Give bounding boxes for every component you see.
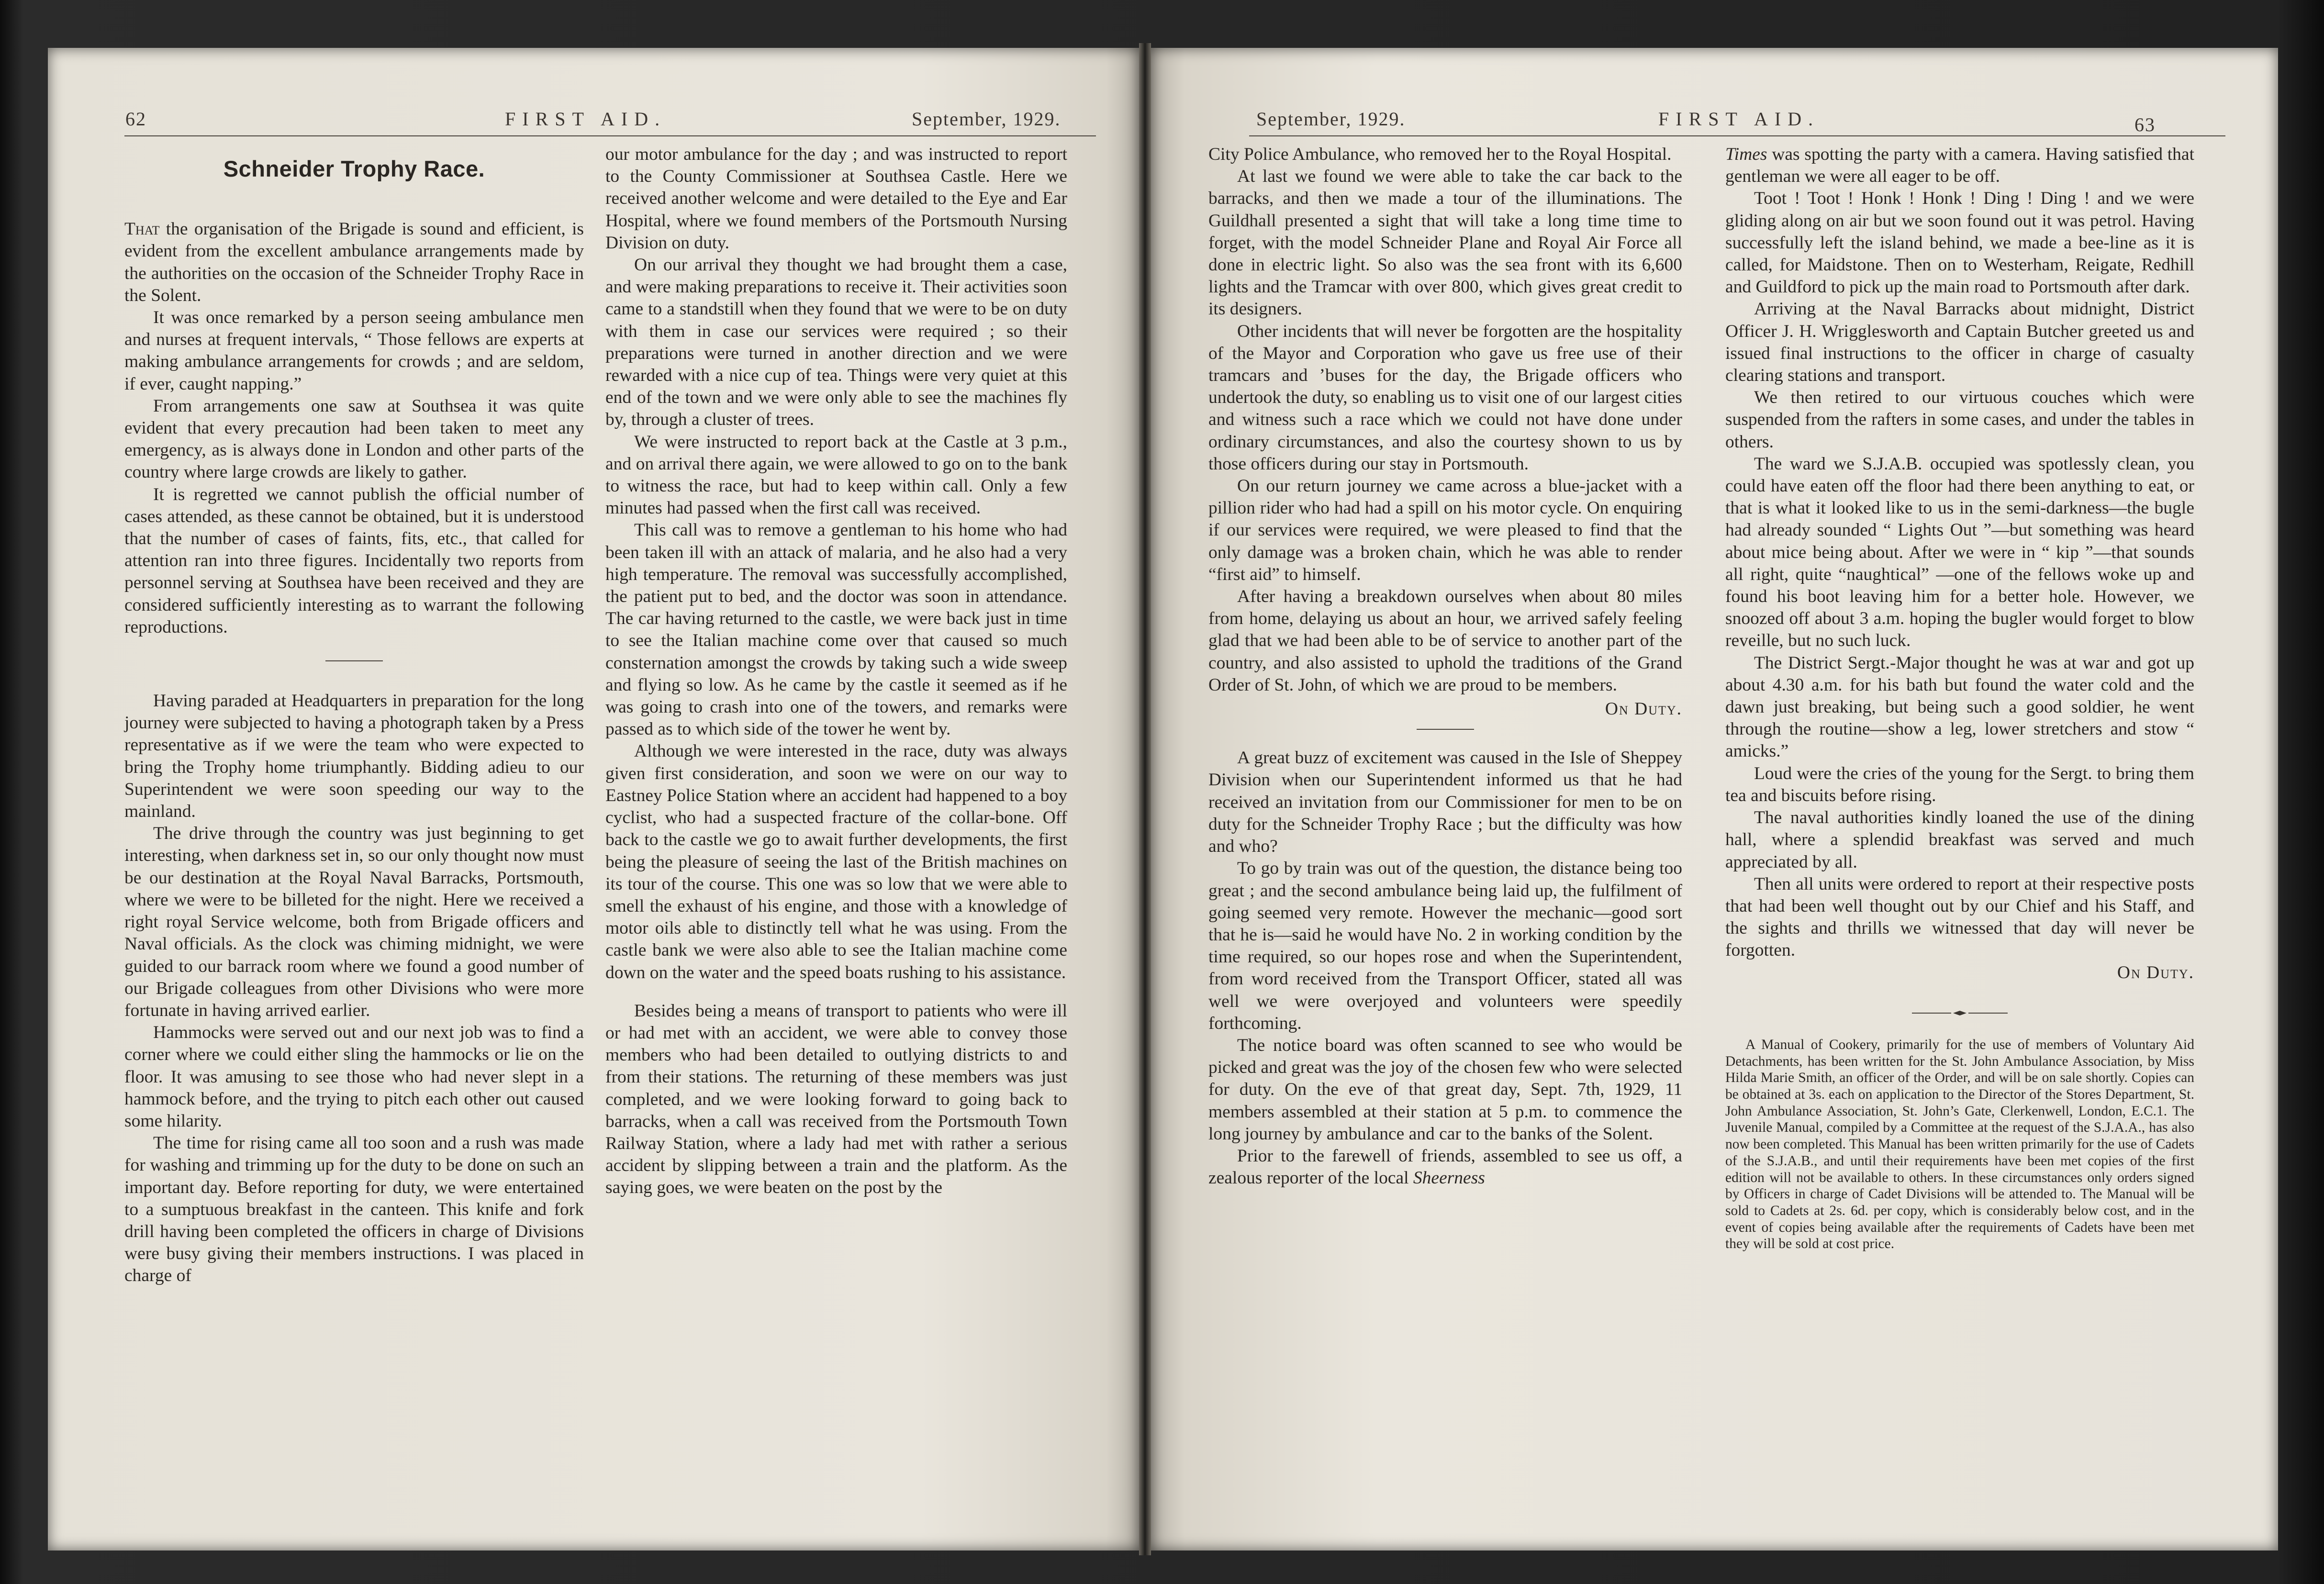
ornament-icon [1912, 1010, 2008, 1016]
paragraph: It was once remarked by a person seeing ambulance men and nurses at frequent intervals, “ Those fellows are experts at making ambulance arrangements for crowds ; and are seldom, if ever, caught napping.” [124, 308, 584, 394]
paragraph: Besides being a means of transport to patients who were ill or had met with an accident, we were able to convey those members who had been detailed to outlying districts to and from their stations. The returning of these members was just completed, and we were looking forward to going back to barracks, when a call was received from the Portsmouth Town Railway Station, where a lady had met with rather a serious accident by slipping between a train and the platform. As the saying goes, we were beaten on the post by the [605, 1001, 1067, 1198]
manual-of-cookery-note [1725, 1037, 2194, 1252]
right-header-rule [1249, 135, 2225, 136]
left-journal-title: FIRST AID. [505, 108, 667, 130]
right-journal-title: FIRST AID. [1658, 108, 1820, 130]
paragraph: our motor ambulance for the day ; and was instructed to report to the County Commissioner at Southsea Castle. Here we received another welcome and were detailed to the Eye and Ear Hospital, where we found members of the Portsmouth Nursing Division on duty. [605, 145, 1067, 253]
left-header-rule [124, 135, 1096, 136]
signature-on-duty: On Duty. [1605, 699, 1682, 719]
paragraph: On our return journey we came across a blue-jacket with a pillion rider who had had a spill on his motor cycle. On enquiring if our services were required, we were pleased to find that the only damage was a broken chain, which he was able to render “first aid” to himself. [1208, 476, 1682, 584]
paragraph: The time for rising came all too soon and a rush was made for washing and trimming up for the duty to be done on such an important day. Before reporting for duty, we were entertained to a sumptuous breakfast in the canteen. This knife and fork drill having been completed the officers in charge of Divisions were busy giving their members instructions. I was placed in charge of [124, 1133, 584, 1286]
left-page-number: 62 [125, 108, 146, 130]
paragraph: Other incidents that will never be forgotten are the hospitality of the Mayor and Corporation who gave us free use of their tramcars and ’buses for the day, the Brigade officers who undertook the duty, so enabling us to visit one of our largest cities and witness such a race which we could not have done under ordinary circumstances, and also the courtesy shown to us by those officers during our stay in Portsmouth. [1208, 321, 1682, 474]
right-running-head [1151, 108, 2278, 136]
paragraph: We were instructed to report back at the Castle at 3 p.m., and on arrival there again, we were allowed to go on to the bank to witness the race, but had to keep within call. Only a few minutes had passed when the first call was received. [605, 432, 1067, 518]
section-divider [325, 660, 383, 661]
right-page-number: 63 [2134, 114, 2156, 135]
paragraph: The drive through the country was just beginning to get interesting, when darkness set in, so our only thought now must be our destination at the Royal Naval Barracks, Portsmouth, where we were to be billeted for the night. Here we received a right royal Service welcome, both from Brigade officers and Naval officials. As the clock was chiming midnight, we were guided to our barrack room where we found a good number of our Brigade colleagues from other Divisions who were more fortunate in having arrived earlier. [124, 824, 584, 1020]
article-title: Schneider Trophy Race. [223, 156, 485, 181]
section-divider [1417, 729, 1474, 730]
note-paragraph: A Manual of Cookery, primarily for the use of members of Voluntary Aid Detachments, has been written for the St. John Ambulance Association, by Miss Hilda Marie Smith, an officer of the Order, and will be on sale shortly. Copies can be obtained at 3s. each on application to the Director of the Stores Department, St. John Ambulance Association, St. John’s Gate, Clerkenwell, London, E.C.1. The Juvenile Manual, compiled by a Committee at the request of the S.J.A.A., has also now been completed. This Manual has been written primarily for the use of Cadets of the S.J.A.B., and until their requirements have been met copies of the first edition will not be available to others. In these circumstances only orders signed by Officers in charge of Cadet Divisions will be attended to. The Manual will be sold to Cadets at 2s. 6d. per copy, which is considerably below cost, and in the event of copies being available after the requirements of Cadets have been met they will be sold at cost price. [1725, 1037, 2194, 1252]
book-gutter [1139, 43, 1151, 1555]
paragraph: Loud were the cries of the young for the Sergt. to bring them tea and biscuits before rising. [1725, 763, 2194, 805]
right-column-2 [1725, 144, 2194, 1252]
paragraph: A great buzz of excitement was caused in the Isle of Sheppey Division when our Superintendent informed us that he had received an invitation from our Commissioner for men to be on duty for the Schneider Trophy Race ; but the difficulty was how and who? [1208, 748, 1682, 857]
paragraph: Having paraded at Headquarters in preparation for the long journey were subjected to having a photograph taken by a Press representative as if we were the team who were expected to bring the Trophy home triumphantly. Bidding adieu to our Superintendent we were soon speeding our way to the mainland. [124, 691, 584, 822]
paragraph: Toot ! Toot ! Honk ! Honk ! Ding ! Ding ! and we were gliding along on air but we soon found out it was petrol. Having successfully left the island behind, we made a bee-line as it is called, for Maidstone. Then on to Westerham, Reigate, Redhill and Guildford to pick up the main road to Portsmouth after dark. [1725, 189, 2194, 297]
paragraph: Hammocks were served out and our next job was to find a corner where we could either sling the hammocks or lie on the floor. It was amusing to see those who had never slept in a hammock before, and the trying to pitch each other out caused some hilarity. [124, 1023, 584, 1131]
paragraph: After having a breakdown ourselves when about 80 miles from home, delaying us about an hour, we arrived safely feeling glad that we had been able to be of service to another part of the country, and also assisted to uphold the traditions of the Grand Order of St. John, of which we are proud to be members. [1208, 587, 1682, 695]
paragraph: Times was spotting the party with a camera. Having satisfied that gentleman we were all eager to be off. [1725, 145, 2194, 187]
paragraph: That the organisation of the Brigade is sound and efficient, is evident from the excellent ambulance arrangements made by the authorities on the occasion of the Schneider Trophy Race in the Solent. [124, 219, 584, 305]
left-column-2 [605, 144, 1067, 1199]
paragraph: We then retired to our virtuous couches which were suspended from the rafters in some cases, and under the tables in others. [1725, 388, 2194, 452]
paragraph: At last we found we were able to take the car back to the barracks, and then we made a tour of the illuminations. The Guildhall presented a sight that will take a long time time to forget, with the model Schneider Plane and Royal Air Force all done in electric light. So also was the sea front with its 6,600 lights and the Tramcar with over 800, which gives great credit to its designers. [1208, 167, 1682, 319]
paragraph: On our arrival they thought we had brought them a case, and were making preparations to receive it. Their activities soon came to a standstill when they found that we were to be on duty with them in case our services were required ; so their preparations were turned in another direction and we were rewarded with a nice cup of tea. Things were very quiet at this end of the town and we were only able to see the machines fly by, through a cluster of trees. [605, 255, 1067, 430]
paragraph: The District Sergt.-Major thought he was at war and got up about 4.30 a.m. for his bath but found the water cold and the dawn just breaking, but being such a good soldier, he went through the routine—show a leg, lower stretchers and stow “ amicks.” [1725, 653, 2194, 761]
paragraph: Prior to the farewell of friends, assembled to see us off, a zealous reporter of the local Sheerness [1208, 1146, 1682, 1188]
paragraph: The notice board was often scanned to see who would be picked and great was the joy of the chosen few who were selected for duty. On the eve of that great day, Sept. 7th, 1929, 11 members assembled at their station at 5 p.m. to commence the long journey by ambulance and car to the banks of the Solent. [1208, 1035, 1682, 1144]
ornamental-divider [1725, 1000, 2194, 1022]
paragraph: Then all units were ordered to report at their respective posts that had been well thought out by our Chief and his Staff, and the sights and thrills we witnessed that day will never be forgotten. [1725, 874, 2194, 960]
paragraph: Although we were interested in the race, duty was always given first consideration, and soon we were on our way to Eastney Police Station where an accident had happened to a boy cyclist, who had a suspected fracture of the collar-bone. Off back to the castle we go to await further developments, the first being the pleasure of seeing the last of the British machines on its tour of the course. This one was so low that we were able to smell the exhaust of his engine, and those with a knowledge of motor oils able to distinctly tell what he was using. From the castle bank we were also able to see the Italian machine come down on the water and the speed boats rushing to his assistance. [605, 741, 1067, 982]
right-column-1 [1208, 144, 1682, 1189]
right-issue-date: September, 1929. [1256, 108, 1406, 130]
paragraph: This call was to remove a gentleman to his home who had been taken ill with an attack of malaria, and he also had a very high temperature. The removal was successfully accomplished, the patient put to bed, and the doctor was soon in attendance. The car having returned to the castle, we were back just in time to see the Italian machine come over that caused so much consternation amongst the crowds by taking such a wide sweep and flying so low. As he came by the castle it seemed as if he was going to crash into one of the towers, and remarks were passed as to which side of the tower he went by. [605, 520, 1067, 739]
paragraph: Arriving at the Naval Barracks about midnight, District Officer J. H. Wrigglesworth and Captain Butcher greeted us and issued final instructions to the officer in charge of casualty clearing stations and transport. [1725, 299, 2194, 386]
left-issue-date: September, 1929. [912, 108, 1061, 130]
paragraph: City Police Ambulance, who removed her to the Royal Hospital. [1208, 145, 1672, 164]
left-running-head [0, 108, 1139, 136]
paragraph: The naval authorities kindly loaned the use of the dining hall, where a splendid breakfast was served and much appreciated by all. [1725, 808, 2194, 872]
signature-on-duty: On Duty. [2117, 962, 2194, 982]
paragraph: It is regretted we cannot publish the official number of cases attended, as these cannot be obtained, but it is understood that the number of cases of faints, fits, etc., that called for attention ran into three figures. Incidentally two reports from personnel serving at Southsea have been received and they are considered sufficiently interesting as to warrant the following reproductions. [124, 484, 584, 637]
paragraph: From arrangements one saw at Southsea it was quite evident that every precaution had been taken to meet any emergency, as is always done in London and other parts of the country where large crowds are likely to gather. [124, 396, 584, 482]
left-column-1 [124, 144, 584, 1287]
paragraph: To go by train was out of the question, the distance being too great ; and the second ambulance being laid up, the fulfilment of going seemed very remote. However the mechanic—good sort that he is—said he would have No. 2 in working condition by the time required, so our hopes rose and when the Superintendent, from word received from the Transport Officer, stated all was well we were overjoyed and volunteers were speedily forthcoming. [1208, 859, 1682, 1033]
paragraph: The ward we S.J.A.B. occupied was spotlessly clean, you could have eaten off the floor had there been anything to eat, or that is what it looked like to us in the semi-darkness—the bugle had already sounded “ Lights Out ”—but something was heard about mice being about. After we were in “ kip ”—that sounds all right, quite “naughtical” —one of the fellows woke up and found his boot leaving him for a better hole. However, we snoozed off about 3 a.m. hoping the bugler would forget to blow reveille, but no such luck. [1725, 454, 2194, 651]
